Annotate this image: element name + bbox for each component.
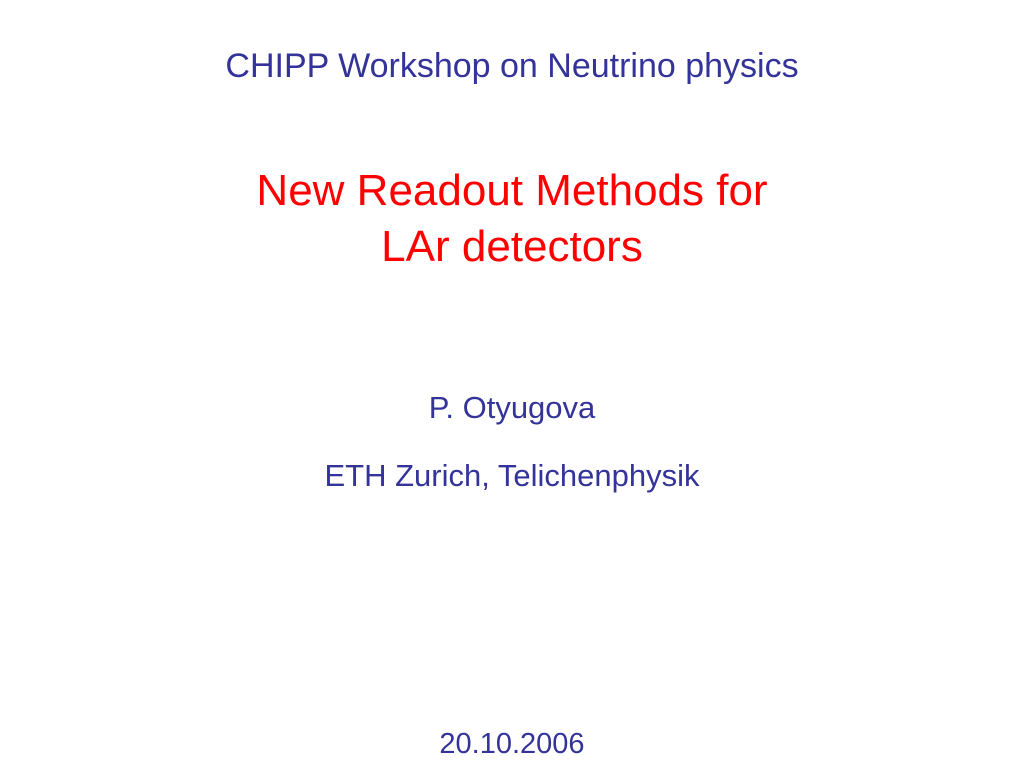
title-line-1: New Readout Methods for [256, 166, 768, 215]
title-line-2: LAr detectors [381, 222, 643, 271]
workshop-name: CHIPP Workshop on Neutrino physics [225, 47, 799, 85]
slide-title [0, 163, 1024, 275]
presentation-date: 20.10.2006 [439, 728, 585, 760]
author-affiliation: ETH Zurich, Telichenphysik [324, 458, 700, 493]
author-name: P. Otyugova [428, 390, 596, 425]
